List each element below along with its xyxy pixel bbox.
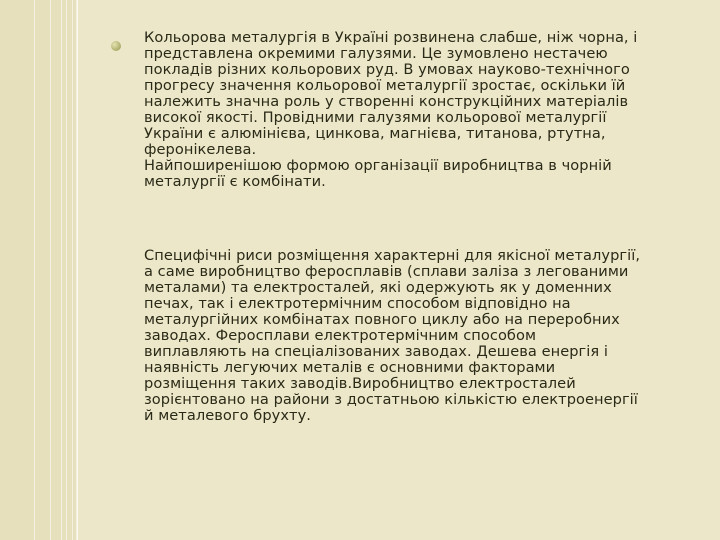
paragraph-quality-metallurgy: Специфічні риси розміщення характерні для якісної металургії, а саме виробництво феросплавів (сплави заліза з легованими металами) та електросталей, які одержують як у доменних печах, так і електротермічним способом відповідно на металургійних комбінатах повного циклу або на переробних заводах. Феросплави електротермічним способом виплавляють на спеціалізованих заводах. Дешева енергія і наявність легуючих металів є основними факторами розміщення таких заводів.Виробництво електросталей зорієнтовано на райони з достатньою кількістю електроенергії й металевого брухту. [144,247,641,424]
paragraph-nonferrous-metallurgy: Кольорова металургія в Україні розвинена слабше, ніж чорна, і представлена окремими галузями. Це зумовлено нестачею покладів різних кольорових руд. В умовах науково-технічного прогресу значення кольорової металургії зростає, оскільки їй належить значна роль у створенні конструкційних матеріалів високої якості. Провідними галузями кольорової металургії України є алюмінієва, цинкова, магнієва, титанова, ртутна, феронікелева. Найпоширенішою формою організації виробництва в чорній металургії є комбінати. [144,29,638,190]
bullet-icon [111,41,121,51]
band-stripe [50,0,51,540]
decorative-side-band [0,0,78,540]
slide-body [82,10,714,530]
band-stripe [72,0,73,540]
band-stripe [77,0,78,540]
band-stripe [61,0,62,540]
band-stripe [66,0,67,540]
band-stripe [34,0,35,540]
